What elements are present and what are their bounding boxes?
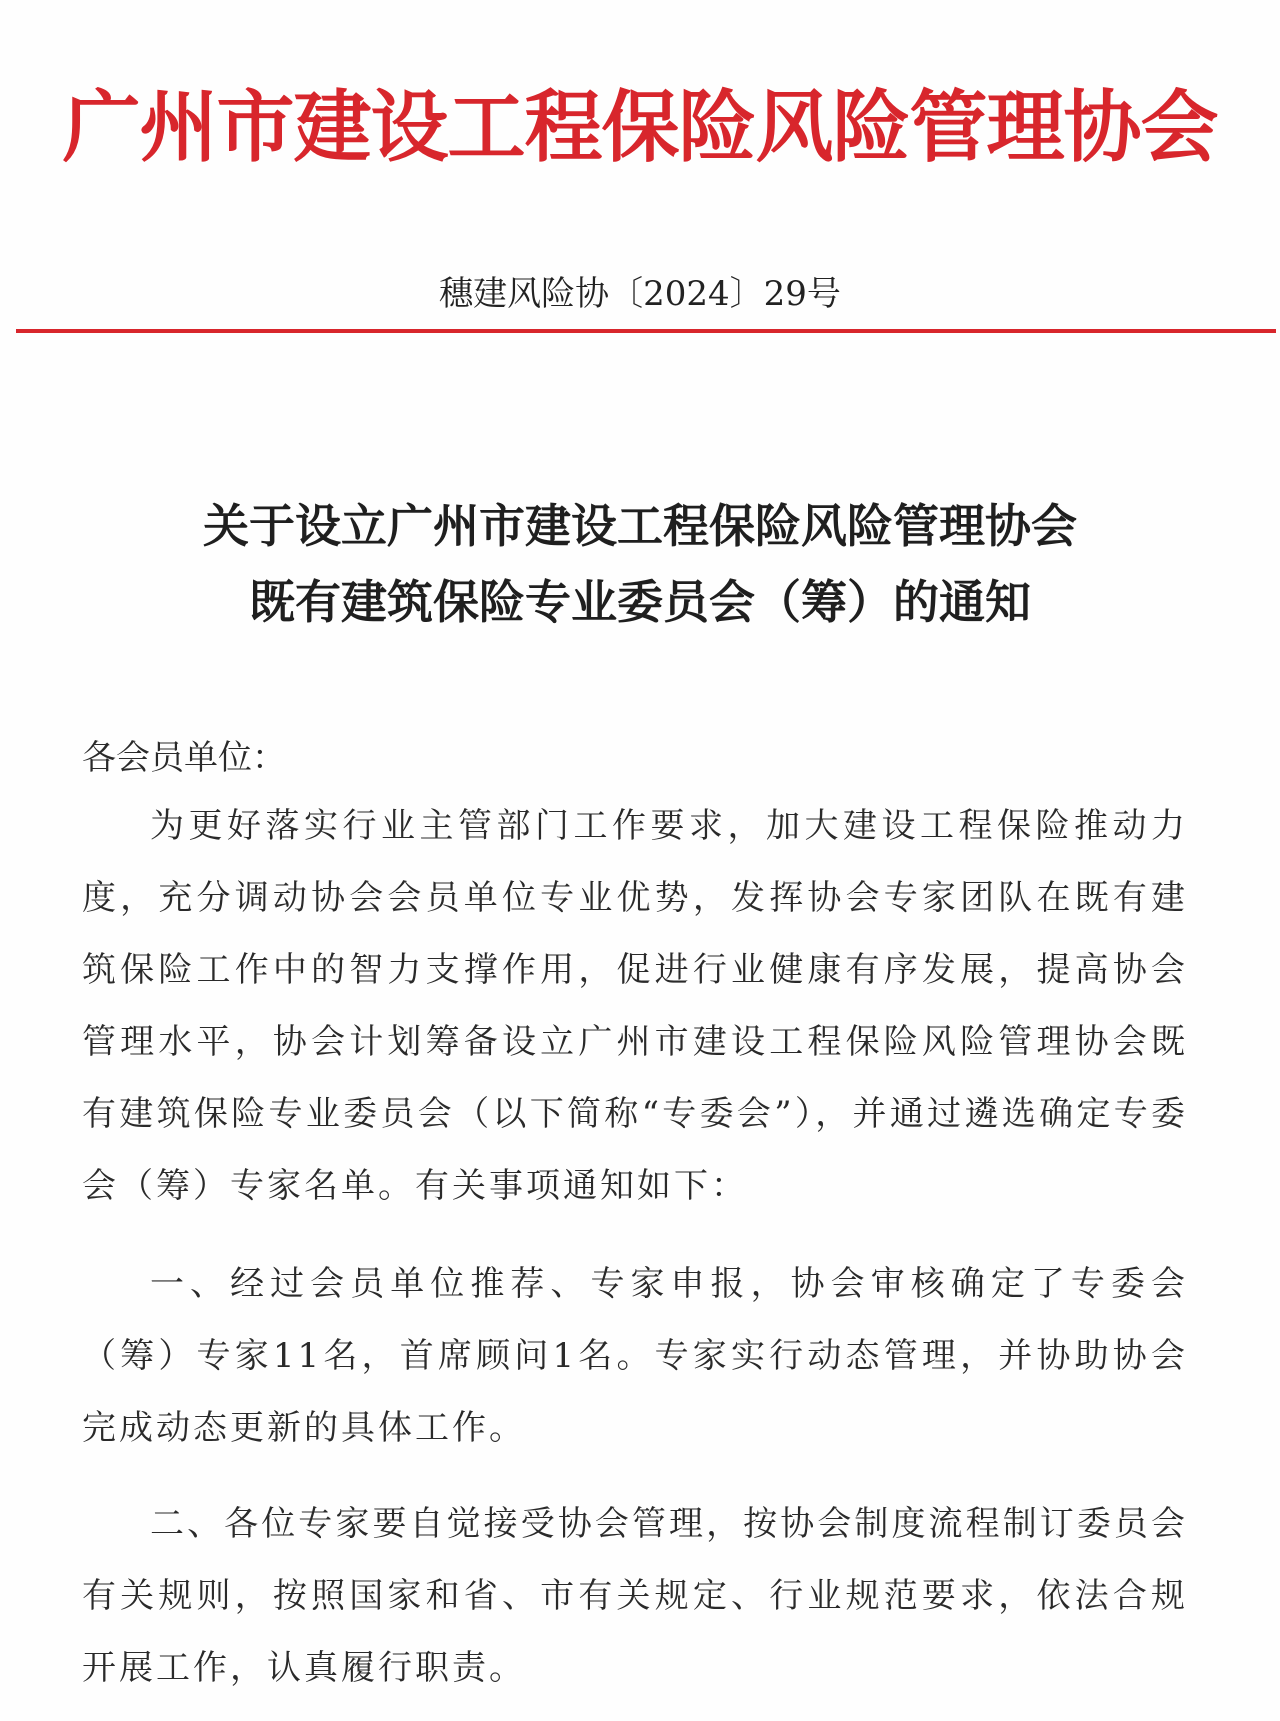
salutation: 各会员单位： <box>82 738 286 778</box>
document-number: 穗建风险协〔2024〕29号 <box>439 274 841 314</box>
paragraph-item-2: 二、各位专家要自觉接受协会管理，按协会制度流程制订委员会有关规则，按照国家和省、市有关规定、行业规范要求，依法合规开展工作，认真履行职责。 <box>82 1504 1188 1688</box>
paragraph-intro: 为更好落实行业主管部门工作要求，加大建设工程保险推动力度，充分调动协会会员单位专业优势，发挥协会专家团队在既有建筑保险工作中的智力支撑作用，促进行业健康有序发展，提高协会管理水平，协会计划筹备设立广州市建设工程保险风险管理协会既有建筑保险专业委员会（以下简称“专委会”），并通过遴选确定专委会（筹）专家名单。有关事项通知如下： <box>82 806 1188 1206</box>
paragraph-item-1: 一、经过会员单位推荐、专家申报，协会审核确定了专委会（筹）专家11名，首席顾问1名。专家实行动态管理，并协助协会完成动态更新的具体工作。 <box>82 1264 1188 1448</box>
title-line-1: 关于设立广州市建设工程保险风险管理协会 <box>203 499 1077 553</box>
document-title <box>60 488 1220 640</box>
organization-header: 广州市建设工程保险风险管理协会 <box>62 83 1218 173</box>
header-divider <box>16 329 1276 333</box>
title-line-2: 既有建筑保险专业委员会（筹）的通知 <box>249 575 1031 629</box>
